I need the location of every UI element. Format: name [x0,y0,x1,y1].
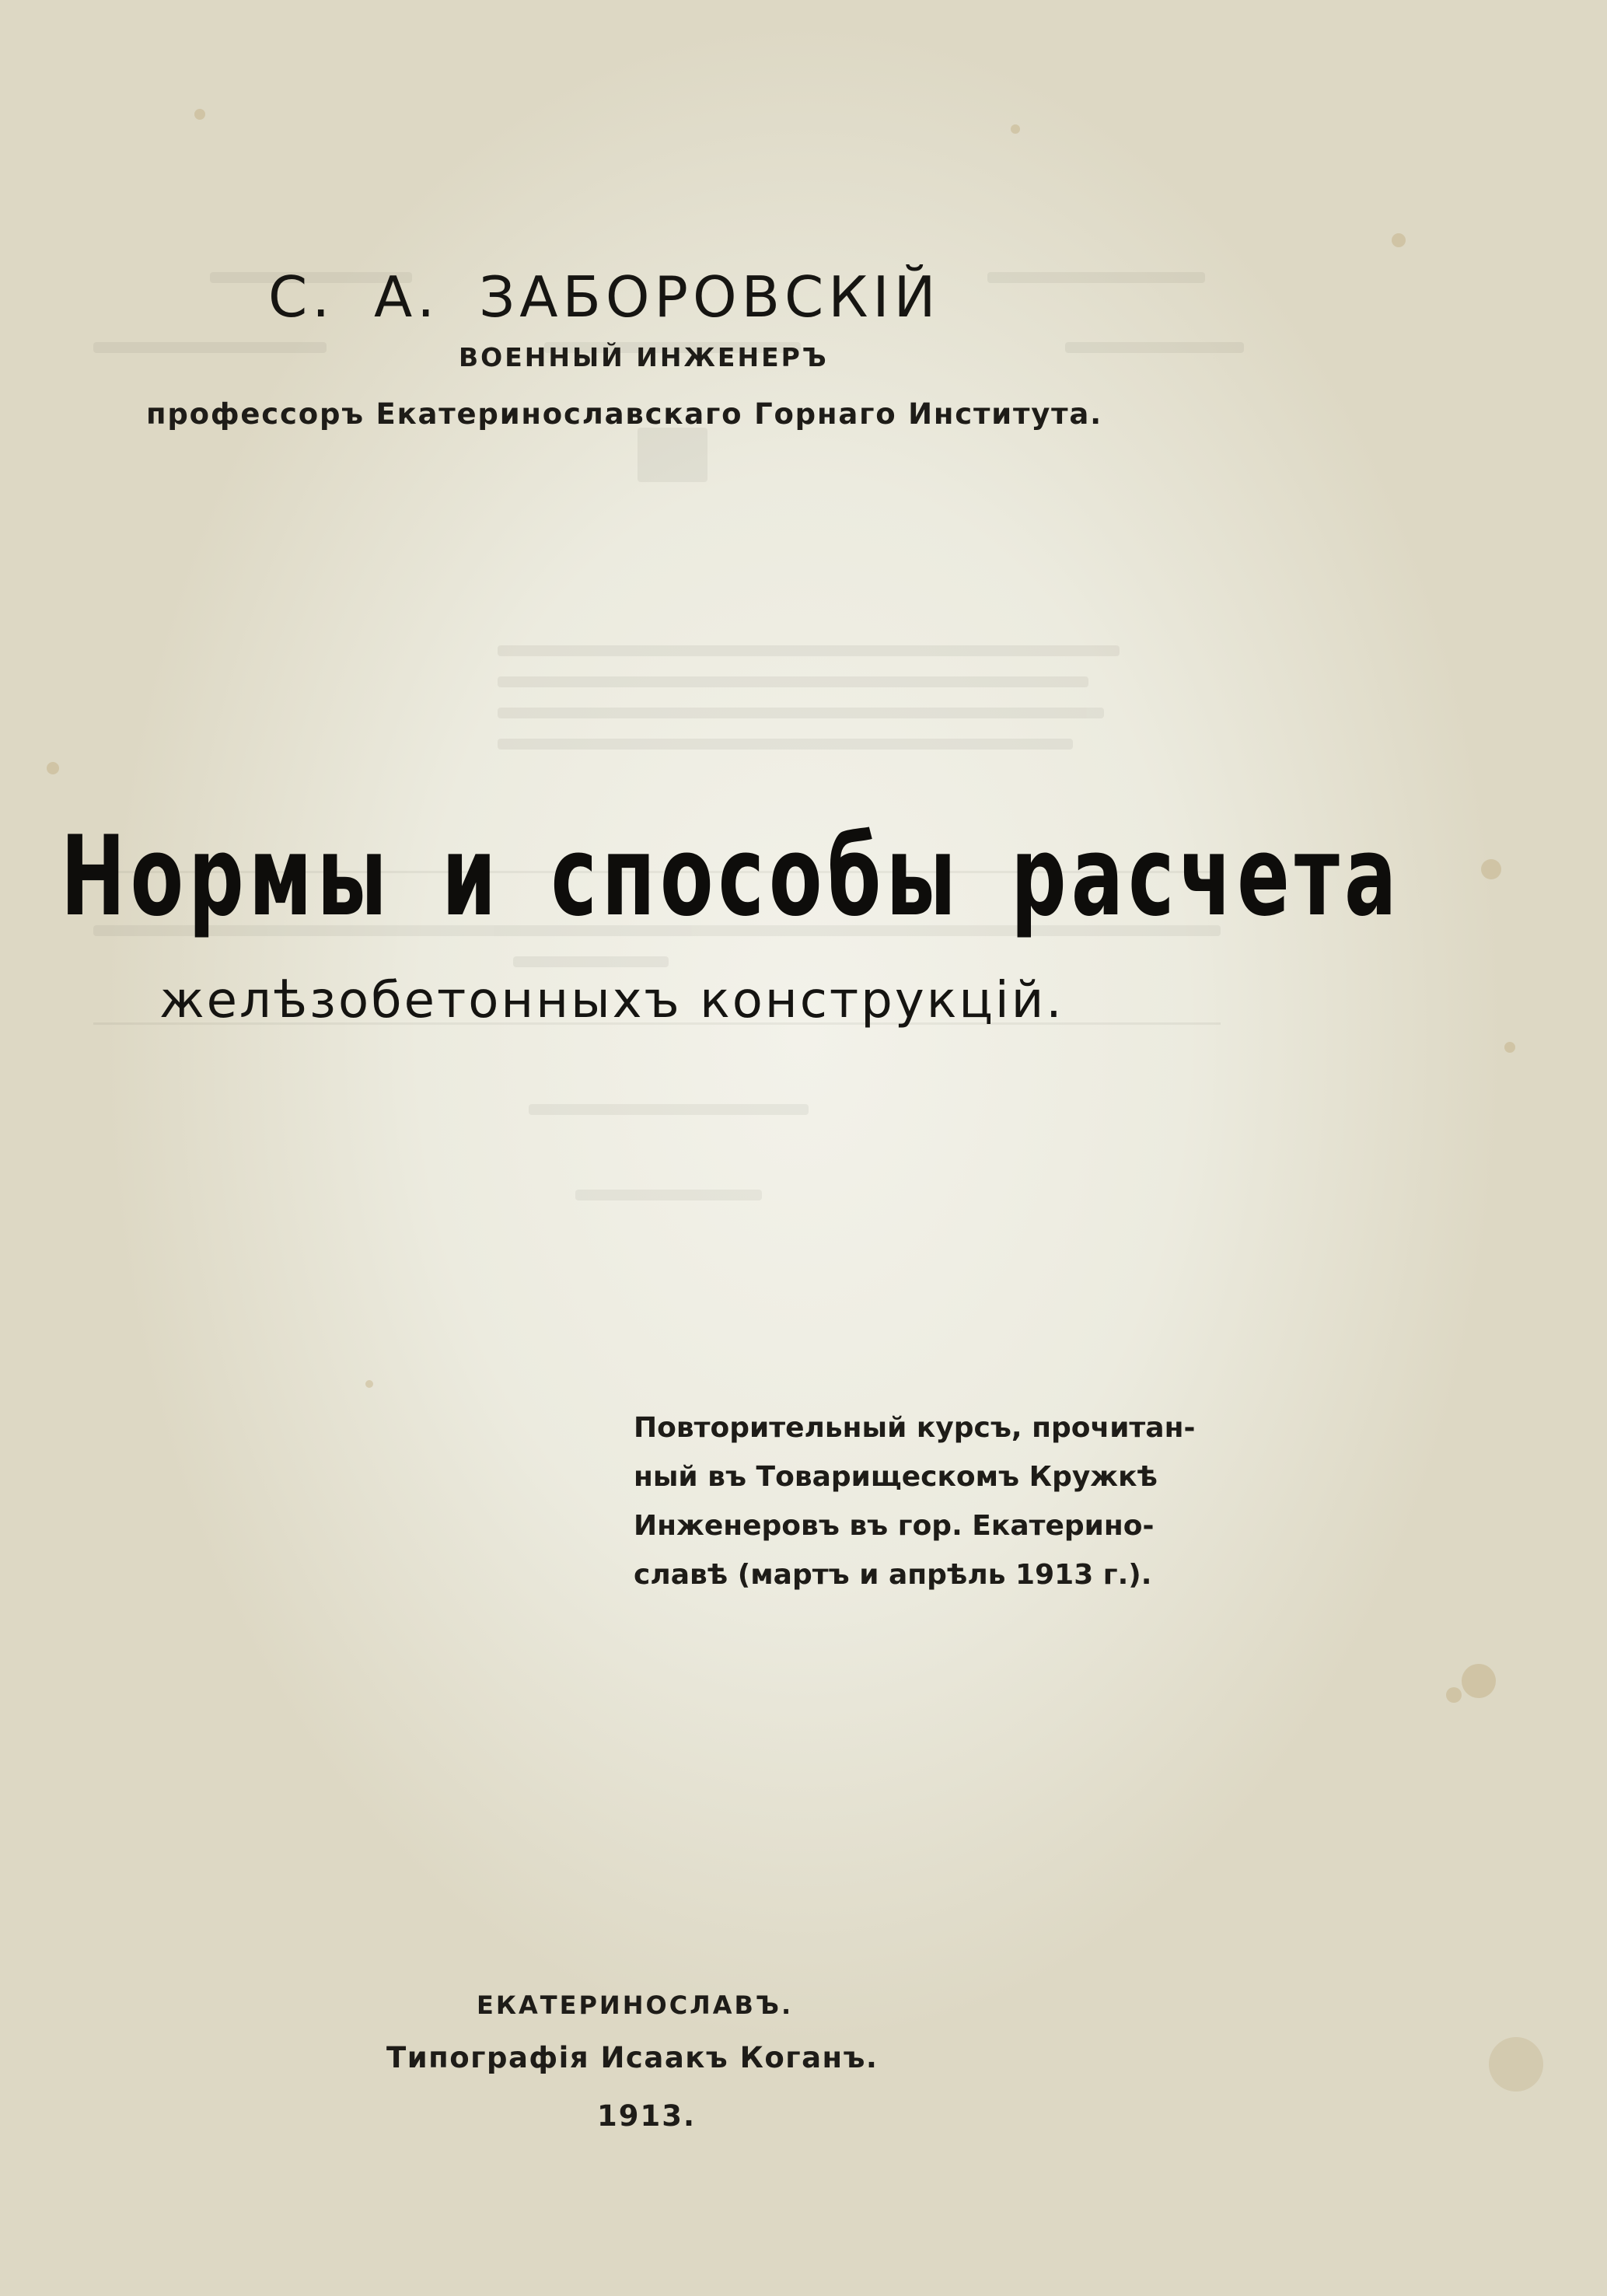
foxing-spot [194,109,205,120]
imprint-city: ЕКАТЕРИНОСЛАВЪ. [477,1990,794,2020]
book-subtitle: желѣзобетонныхъ конструкцiй. [159,972,1064,1029]
foxing-spot [1489,2037,1543,2092]
foxing-spot [1446,1687,1462,1703]
foxing-spot [1011,124,1020,134]
course-note-line: ный въ Товарищескомъ Кружкѣ [634,1461,1158,1493]
course-note [634,1403,1224,1599]
author-rank: ВОЕННЫЙ ИНЖЕНЕРЪ [459,342,829,372]
foxing-spot [365,1380,373,1388]
course-note-line: Инженеровъ въ гор. Екатерино- [634,1510,1155,1542]
course-note-line: славѣ (мартъ и апрѣль 1913 г.). [634,1559,1152,1591]
foxing-spot [1462,1664,1496,1698]
author-name: С. А. ЗАБОРОВСКIЙ [268,264,941,330]
course-note-line: Повторительный курсъ, прочитан- [634,1412,1196,1444]
foxing-spot [1481,859,1501,879]
foxing-spot [47,762,59,774]
imprint-year: 1913. [597,2099,697,2133]
book-title: Нормы и способы расчета [61,813,1402,941]
imprint-printer: Типографiя Исаакъ Коганъ. [386,2041,879,2074]
foxing-spot [1392,233,1406,247]
foxing-spot [1504,1042,1515,1053]
author-position: профессоръ Екатеринославскаго Горнаго Института. [146,397,1102,431]
